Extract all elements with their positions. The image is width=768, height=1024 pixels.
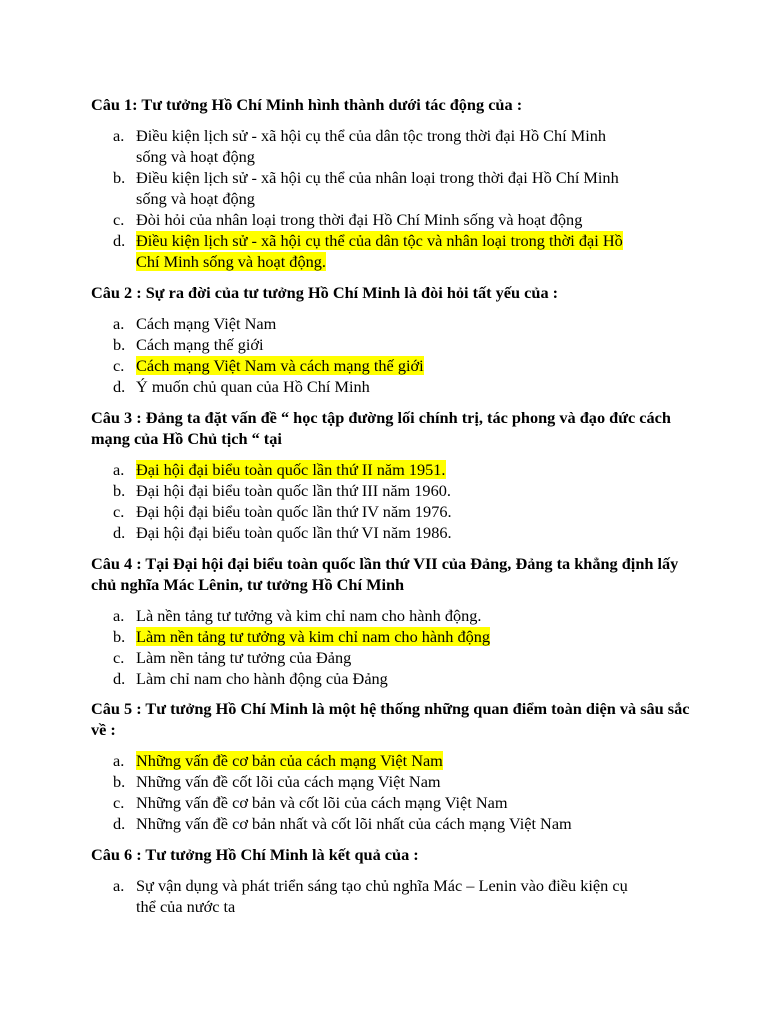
question-title: Câu 3 : Đảng ta đặt vấn đề “ học tập đường lối chính trị, tác phong và đạo đức cách mạng của Hồ Chủ tịch “ tại xyxy=(91,408,671,448)
highlighted-answer-line: Chí Minh sống và hoạt động. xyxy=(136,252,326,271)
answer-option-b xyxy=(91,626,691,647)
highlighted-answer-line: Điều kiện lịch sử - xã hội cụ thể của dân tộc và nhân loại trong thời đại Hồ xyxy=(136,231,623,250)
option-marker: a. xyxy=(113,460,125,479)
answer-list xyxy=(91,459,691,543)
answer-option-b xyxy=(91,334,691,355)
option-marker: b. xyxy=(113,481,126,500)
highlighted-answer-line: Cách mạng Việt Nam và cách mạng thế giới xyxy=(136,356,424,375)
answer-option-d xyxy=(91,230,691,272)
option-marker: a. xyxy=(113,314,125,333)
option-marker: d. xyxy=(113,523,126,542)
answer-option-d xyxy=(91,813,691,834)
option-text-line: Đại hội đại biểu toàn quốc lần thứ VI năm 1986. xyxy=(136,523,452,542)
highlighted-answer-line: Những vấn đề cơ bản của cách mạng Việt Nam xyxy=(136,751,443,770)
option-text-line: Những vấn đề cơ bản nhất và cốt lõi nhất của cách mạng Việt Nam xyxy=(136,814,572,833)
answer-option-a xyxy=(91,605,691,626)
option-text-line: sống và hoạt động xyxy=(136,147,255,166)
option-marker: d. xyxy=(113,814,126,833)
option-text-line: Điều kiện lịch sử - xã hội cụ thể của nhân loại trong thời đại Hồ Chí Minh xyxy=(136,168,619,187)
option-marker: b. xyxy=(113,627,126,646)
answer-list xyxy=(91,313,691,397)
answer-option-d xyxy=(91,522,691,543)
option-marker: a. xyxy=(113,876,125,895)
option-marker: a. xyxy=(113,606,125,625)
option-text-line: Những vấn đề cơ bản và cốt lõi của cách mạng Việt Nam xyxy=(136,793,508,812)
answer-option-c xyxy=(91,355,691,376)
option-marker: d. xyxy=(113,669,126,688)
question-3 xyxy=(91,407,691,543)
option-text-line: Làm chỉ nam cho hành động của Đảng xyxy=(136,669,388,688)
highlighted-answer-line: Làm nền tảng tư tưởng và kim chỉ nam cho hành động xyxy=(136,627,491,646)
option-text-line: Đại hội đại biểu toàn quốc lần thứ IV năm 1976. xyxy=(136,502,452,521)
answer-option-d xyxy=(91,376,691,397)
answer-option-a xyxy=(91,875,691,917)
question-title: Câu 6 : Tư tưởng Hồ Chí Minh là kết quả của : xyxy=(91,845,419,864)
question-6 xyxy=(91,844,691,917)
question-title: Câu 5 : Tư tưởng Hồ Chí Minh là một hệ thống những quan điểm toàn diện và sâu sắc về : xyxy=(91,699,690,739)
answer-option-a xyxy=(91,459,691,480)
option-text-line: Đại hội đại biểu toàn quốc lần thứ III năm 1960. xyxy=(136,481,451,500)
option-marker: c. xyxy=(113,793,125,812)
question-1 xyxy=(91,94,691,272)
answer-option-a xyxy=(91,125,691,167)
question-title: Câu 2 : Sự ra đời của tư tưởng Hồ Chí Minh là đòi hỏi tất yếu của : xyxy=(91,283,559,302)
answer-list xyxy=(91,750,691,834)
option-text-line: Đòi hỏi của nhân loại trong thời đại Hồ Chí Minh sống và hoạt động xyxy=(136,210,583,229)
answer-option-c xyxy=(91,209,691,230)
answer-option-a xyxy=(91,750,691,771)
option-marker: d. xyxy=(113,231,126,250)
option-text-line: Là nền tảng tư tưởng và kim chỉ nam cho hành động. xyxy=(136,606,482,625)
answer-option-c xyxy=(91,647,691,668)
question-title: Câu 1: Tư tưởng Hồ Chí Minh hình thành dưới tác động của : xyxy=(91,95,523,114)
option-text-line: Ý muốn chủ quan của Hồ Chí Minh xyxy=(136,377,370,396)
option-marker: c. xyxy=(113,210,125,229)
option-marker: a. xyxy=(113,126,125,145)
answer-list xyxy=(91,125,691,272)
option-text-line: Sự vận dụng và phát triển sáng tạo chủ nghĩa Mác – Lenin vào điều kiện cụ xyxy=(136,876,628,895)
option-text-line: Những vấn đề cốt lõi của cách mạng Việt Nam xyxy=(136,772,441,791)
option-marker: c. xyxy=(113,648,125,667)
option-marker: b. xyxy=(113,772,126,791)
option-text-line: Cách mạng Việt Nam xyxy=(136,314,277,333)
option-marker: b. xyxy=(113,335,126,354)
answer-option-b xyxy=(91,771,691,792)
answer-option-a xyxy=(91,313,691,334)
answer-option-b xyxy=(91,167,691,209)
answer-option-c xyxy=(91,501,691,522)
option-marker: c. xyxy=(113,356,125,375)
option-marker: d. xyxy=(113,377,126,396)
answer-option-b xyxy=(91,480,691,501)
option-marker: b. xyxy=(113,168,126,187)
answer-list xyxy=(91,605,691,689)
option-marker: c. xyxy=(113,502,125,521)
question-4 xyxy=(91,553,691,689)
question-2 xyxy=(91,282,691,397)
question-5 xyxy=(91,698,691,834)
option-marker: a. xyxy=(113,751,125,770)
question-title: Câu 4 : Tại Đại hội đại biểu toàn quốc lần thứ VII của Đảng, Đảng ta khẳng định lấy chủ nghĩa Mác Lênin, tư tưởng Hồ Chí Minh xyxy=(91,554,679,594)
option-text-line: sống và hoạt động xyxy=(136,189,255,208)
highlighted-answer-line: Đại hội đại biểu toàn quốc lần thứ II năm 1951. xyxy=(136,460,446,479)
answer-list xyxy=(91,875,691,917)
option-text-line: thể của nước ta xyxy=(136,897,236,916)
answer-option-c xyxy=(91,792,691,813)
option-text-line: Làm nền tảng tư tưởng của Đảng xyxy=(136,648,352,667)
answer-option-d xyxy=(91,668,691,689)
option-text-line: Cách mạng thế giới xyxy=(136,335,264,354)
option-text-line: Điều kiện lịch sử - xã hội cụ thể của dân tộc trong thời đại Hồ Chí Minh xyxy=(136,126,607,145)
